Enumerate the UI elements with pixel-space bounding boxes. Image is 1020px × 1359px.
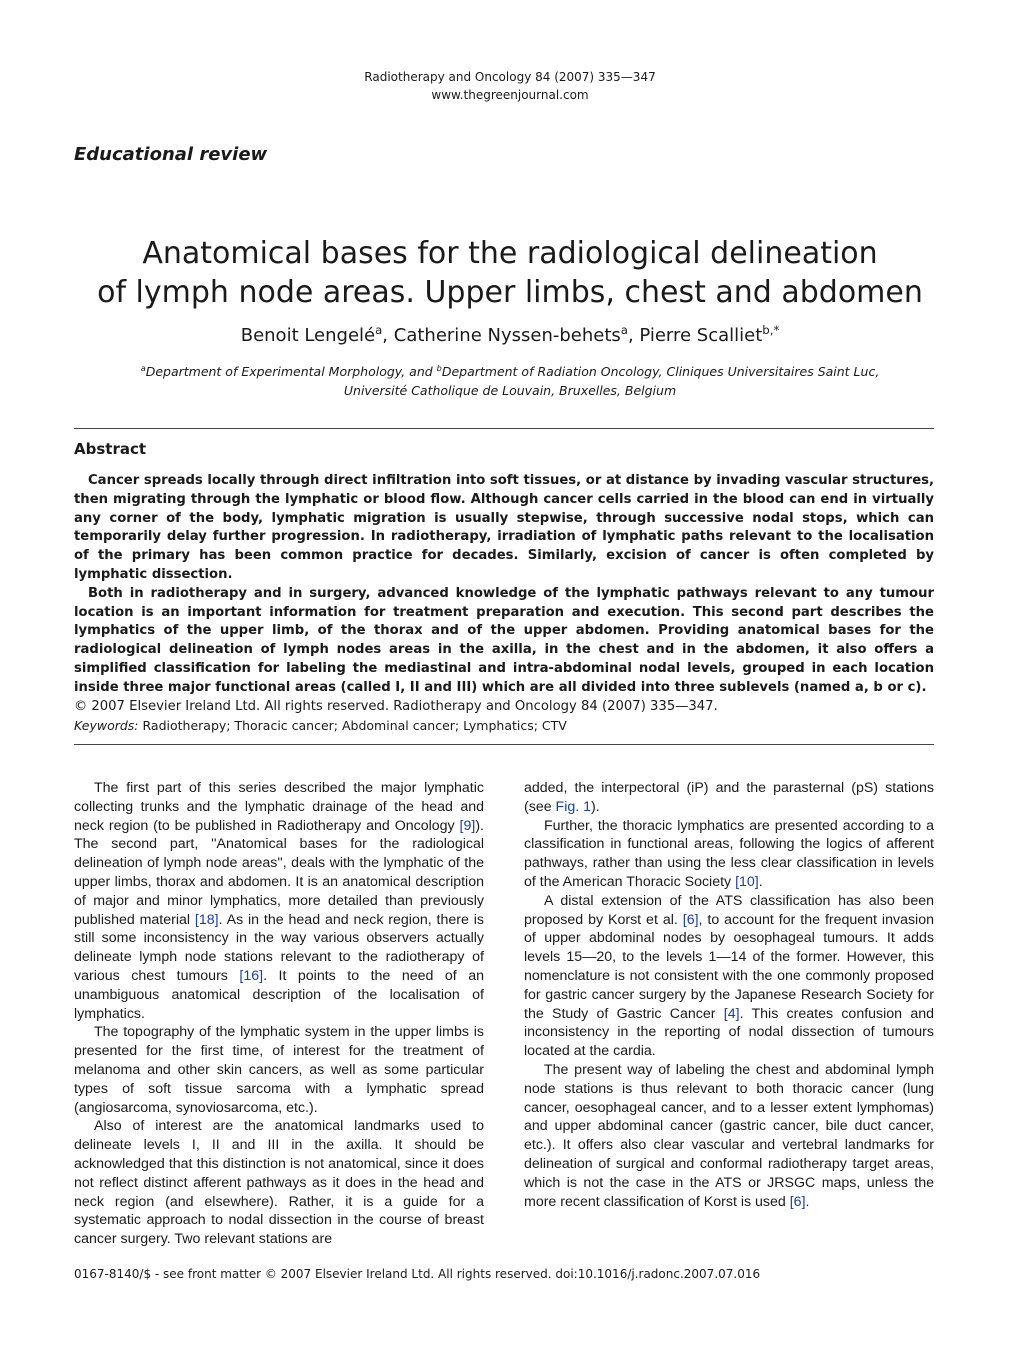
journal-citation: Radiotherapy and Oncology 84 (2007) 335—347 bbox=[364, 70, 656, 84]
body-paragraph bbox=[524, 1061, 934, 1211]
affiliation-line-1 bbox=[0, 362, 1020, 381]
affiliations bbox=[0, 362, 1020, 400]
author-name: Pierre Scalliet bbox=[639, 325, 763, 346]
author-affiliation-mark: b,* bbox=[762, 323, 780, 337]
author-list bbox=[0, 321, 1020, 351]
body-text: The first part of this series described the major lymphatic collecting trunks and the lymphatic drainage of the head and neck region (to be published in Radiotherapy and Oncology bbox=[74, 780, 484, 834]
abstract-body bbox=[74, 472, 934, 716]
author-separator: , bbox=[382, 325, 394, 346]
title-line-2: of lymph node areas. Upper limbs, chest and abdomen bbox=[97, 275, 923, 310]
author-name: Benoit Lengelé bbox=[240, 325, 376, 346]
citation-link[interactable]: [16] bbox=[239, 967, 264, 984]
body-text: . bbox=[805, 1193, 810, 1210]
body-text: ). The second part, ''Anatomical bases for the radiological delineation of lymph node areas'', deals with the lymphatic of the upper limbs, thorax and abdomen. It is an anatomical description of major and minor lymphatics, more detailed than previously published material bbox=[74, 817, 484, 928]
body-text: . bbox=[758, 873, 763, 890]
journal-header bbox=[0, 68, 1020, 104]
body-column-left bbox=[74, 779, 484, 1249]
affiliation-line-2: Université Catholique de Louvain, Bruxelles, Belgium bbox=[343, 383, 677, 398]
figure-link[interactable]: Fig. 1 bbox=[555, 798, 592, 815]
author-separator: , bbox=[627, 325, 640, 346]
page-footer: 0167-8140/$ - see front matter © 2007 Elsevier Ireland Ltd. All rights reserved. doi:10.1016/j.radonc.2007.07.016 bbox=[74, 1267, 761, 1281]
abstract-paragraph-1: Cancer spreads locally through direct infiltration into soft tissues, or at distance by invading vascular structures, then migrating through the lymphatic or blood flow. Although cancer cells carried in the blood can end in virtually any corner of the body, lymphatic migration is usually stepwise, through successive nodal stops, which can temporarily delay further progression. In radiotherapy, irradiation of lymphatic paths relevant to the localisation of the primary has been common practice for decades. Similarly, excision of cancer is often completed by lymphatic dissection. bbox=[74, 473, 934, 582]
affiliation-dept-b: Department of Radiation Oncology, Cliniques Universitaires Saint Luc, bbox=[441, 364, 880, 379]
section-label: Educational review bbox=[74, 144, 268, 165]
body-paragraph: Also of interest are the anatomical landmarks used to delineate levels I, II and III in the axilla. It should be acknowledged that this distinction is not anatomical, since it does not reflect distinct afferent pathways as it does in the head and neck region (and elsewhere). Rather, it is a guide for a systematic approach to nodal dissection in the course of breast cancer surgery. Two relevant stations are bbox=[74, 1118, 484, 1248]
affiliation-mark-a: a bbox=[140, 362, 146, 373]
author-affiliation-mark: a bbox=[375, 323, 383, 337]
body-paragraph bbox=[74, 779, 484, 1023]
abstract-paragraph-2: Both in radiotherapy and in surgery, advanced knowledge of the lymphatic pathways relevant to any tumour location is an important information for treatment preparation and execution. This second part describes the lymphatics of the upper limb, of the thorax and of the upper abdomen. Providing anatomical bases for the radiological delineation of lymph nodes areas in the axilla, in the chest and in the abdomen, it also offers a simplified classification for labeling the mediastinal and intra-abdominal nodal levels, grouped in each location inside three major functional areas (called I, II and III) which are all divided into three sublevels (named a, b or c). bbox=[74, 585, 934, 695]
author-name: Catherine Nyssen-behets bbox=[393, 325, 621, 346]
divider-bottom bbox=[74, 744, 934, 745]
body-paragraph bbox=[524, 779, 934, 817]
citation-link[interactable]: [6] bbox=[789, 1193, 806, 1210]
affiliation-mark-b: b bbox=[436, 362, 442, 373]
body-text: , to account for the frequent invasion of upper abdominal nodes by oesophageal tumours. It adds levels 15—20, to the levels 1—14 of the former. However, this nomenclature is not consistent with the one commonly proposed for gastric cancer surgery by the Japanese Research Society for the Study of Gastric Cancer bbox=[524, 911, 934, 1022]
citation-link[interactable]: [6] bbox=[682, 911, 699, 928]
body-text: . It points to the need of an unambiguous anatomical description of the localisation of lymphatics. bbox=[74, 967, 484, 1022]
body-text: ). bbox=[591, 798, 600, 815]
body-text: added, the interpectoral (iP) and the parasternal (pS) stations (see bbox=[524, 780, 934, 815]
abstract-heading: Abstract bbox=[74, 440, 147, 458]
article-title bbox=[0, 234, 1020, 312]
citation-link[interactable]: [9] bbox=[459, 817, 476, 834]
body-text: . This creates confusion and inconsistency in the reporting of nodal dissection of tumours located at the cardia. bbox=[524, 1005, 934, 1060]
body-paragraph bbox=[524, 817, 934, 892]
body-text: The present way of labeling the chest and abdominal lymph node stations is thus relevant to both thoracic cancer (lung cancer, oesophageal cancer, and to a lesser extent lymphomas) and upper abdominal cancer (gastric cancer, bile duct cancer, etc.). It offers also clear vascular and vertebral landmarks for delineation of surgical and conformal radiotherapy target areas, which is not the case in the ATS or JRSGC maps, unless the more recent classification of Korst is used bbox=[524, 1061, 934, 1210]
citation-link[interactable]: [10] bbox=[735, 873, 759, 890]
divider-top bbox=[74, 428, 934, 429]
citation-link[interactable]: [18] bbox=[194, 911, 219, 928]
body-column-right bbox=[524, 779, 934, 1211]
body-text: Further, the thoracic lymphatics are presented according to a classification in functional areas, following the logics of afferent pathways, rather than using the less clear classification in levels of the American Thoracic Society bbox=[524, 817, 934, 890]
body-paragraph: The topography of the lymphatic system in the upper limbs is presented for the first time, of interest for the treatment of melanoma and other skin cancers, as well as some particular types of soft tissue sarcoma with a lymphatic spread (angiosarcoma, synoviosarcoma, etc.). bbox=[74, 1024, 484, 1116]
author-affiliation-mark: a bbox=[620, 323, 628, 337]
abstract-copyright: © 2007 Elsevier Ireland Ltd. All rights reserved. Radiotherapy and Oncology 84 (2007) 335—347. bbox=[74, 698, 718, 714]
title-line-1: Anatomical bases for the radiological delineation bbox=[142, 236, 878, 271]
keywords-text: Radiotherapy; Thoracic cancer; Abdominal cancer; Lymphatics; CTV bbox=[142, 718, 567, 733]
body-text: A distal extension of the ATS classification has also been proposed by Korst et al. bbox=[524, 892, 934, 928]
journal-url[interactable]: www.thegreenjournal.com bbox=[431, 88, 589, 102]
body-paragraph bbox=[524, 892, 934, 1061]
citation-link[interactable]: [4] bbox=[723, 1005, 740, 1022]
affiliation-dept-a: Department of Experimental Morphology, and bbox=[145, 364, 437, 379]
keywords-label: Keywords: bbox=[74, 718, 139, 733]
body-text: . As in the head and neck region, there is still some inconsistency in the way various observers actually delineate lymph node stations relevant to the radiotherapy of various chest tumours bbox=[74, 911, 484, 984]
keywords bbox=[74, 718, 567, 733]
